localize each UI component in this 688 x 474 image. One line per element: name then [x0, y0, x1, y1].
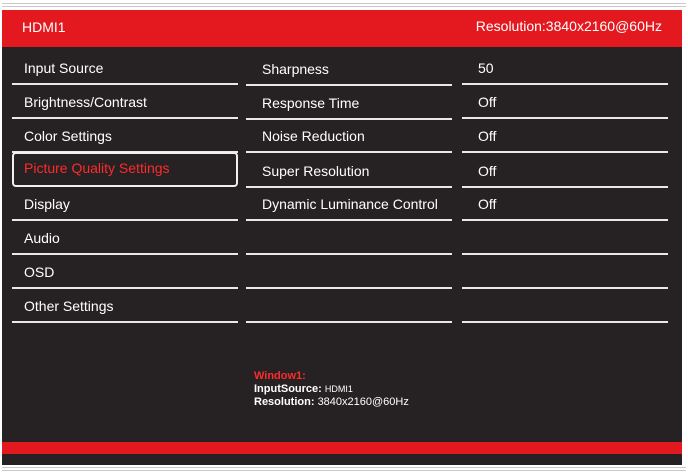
input-source-label: InputSource:	[254, 383, 322, 395]
menu-item-osd[interactable]	[12, 256, 238, 289]
submenu-empty-row	[246, 290, 452, 323]
resolution-line	[254, 396, 409, 409]
menu-item-label: Color Settings	[24, 128, 112, 144]
menu-item-label: OSD	[24, 264, 55, 280]
value-text: Off	[478, 196, 497, 212]
value-empty-row	[462, 290, 668, 323]
value-dynamic-luminance-control[interactable]	[462, 188, 668, 221]
submenu-empty-row	[246, 256, 452, 289]
submenu-item-label: Dynamic Luminance Control	[262, 196, 438, 212]
submenu-item-label: Super Resolution	[262, 163, 370, 179]
osd-panel	[2, 10, 682, 465]
resolution-readout: Resolution:3840x2160@60Hz	[475, 18, 662, 34]
window-label: Window1:	[254, 370, 306, 382]
value-noise-reduction[interactable]	[462, 120, 668, 153]
value-text: Off	[478, 94, 497, 110]
value-empty-row	[462, 222, 668, 255]
menu-item-audio[interactable]	[12, 222, 238, 255]
top-stripe	[2, 3, 686, 4]
menu-item-brightness-contrast[interactable]	[12, 86, 238, 119]
menu-item-label: Other Settings	[24, 298, 114, 314]
value-super-resolution[interactable]	[462, 155, 668, 188]
menu-item-label: Brightness/Contrast	[24, 94, 147, 110]
value-response-time[interactable]	[462, 86, 668, 119]
menu-item-picture-quality-settings[interactable]	[12, 152, 238, 187]
submenu-item-label: Noise Reduction	[262, 128, 365, 144]
menu-item-label: Input Source	[24, 60, 104, 76]
submenu-item-label: Response Time	[262, 95, 360, 111]
menu-item-color-settings[interactable]	[12, 120, 238, 153]
bottom-stripe	[2, 470, 686, 471]
value-sharpness[interactable]	[462, 52, 668, 85]
value-text: Off	[478, 128, 497, 144]
submenu-item-response-time[interactable]	[246, 87, 452, 120]
bottom-stripe	[2, 467, 686, 468]
value-empty-row	[462, 256, 668, 289]
submenu-item-sharpness[interactable]	[246, 53, 452, 86]
resolution-value: 3840x2160@60Hz	[317, 396, 409, 408]
submenu-item-label: Sharpness	[262, 61, 329, 77]
osd-header	[2, 10, 682, 47]
resolution-label: Resolution:	[254, 396, 315, 408]
menu-item-label: Audio	[24, 230, 60, 246]
window-info	[254, 370, 409, 409]
menu-item-label: Picture Quality Settings	[24, 160, 170, 176]
menu-item-other-settings[interactable]	[12, 290, 238, 323]
menu-item-display[interactable]	[12, 188, 238, 221]
input-label: HDMI1	[22, 19, 66, 35]
osd-footer-bar	[2, 442, 682, 454]
top-stripe	[2, 6, 686, 7]
value-text: 50	[478, 60, 494, 76]
submenu-item-dynamic-luminance-control[interactable]	[246, 188, 452, 221]
value-text: Off	[478, 163, 497, 179]
submenu-item-super-resolution[interactable]	[246, 155, 452, 188]
submenu-item-noise-reduction[interactable]	[246, 120, 452, 153]
input-source-value: HDMI1	[324, 384, 353, 394]
submenu-empty-row	[246, 222, 452, 255]
input-source-line	[254, 383, 409, 396]
menu-item-input-source[interactable]	[12, 52, 238, 85]
menu-item-label: Display	[24, 196, 70, 212]
